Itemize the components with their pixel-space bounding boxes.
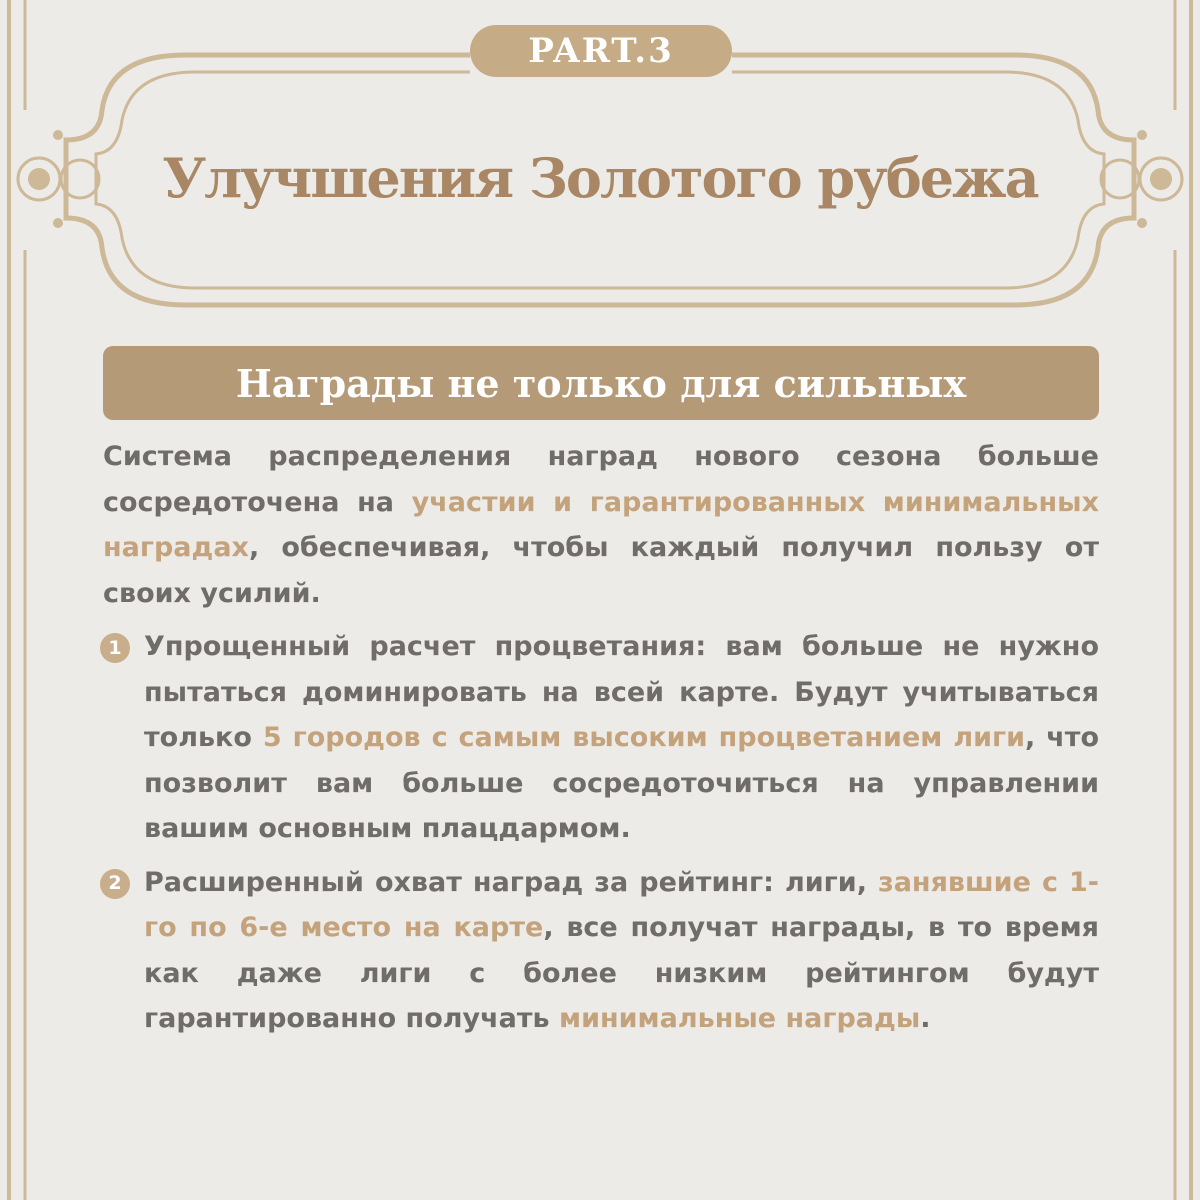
section-heading: Награды не только для сильных — [103, 346, 1099, 420]
item-text: Упрощенный расчет процветания: вам больше не нужно пытаться доминировать на всей карте. Будут учитываться только — [144, 631, 1099, 753]
item-text: , что позволит вам больше сосредоточиться на управлении вашим основным плацдармом. — [144, 722, 1099, 844]
item-text: , все получат награды, в то время как даже лиги с более низким рейтингом будут гарантированно получать — [144, 912, 1099, 1034]
number-badge: 2 — [100, 869, 130, 899]
item-text: Расширенный охват наград за рейтинг: лиги, — [144, 866, 879, 898]
item-highlight: минимальные награды — [559, 1003, 921, 1034]
intro-highlight: участии и гарантированных минимальных наградах — [103, 486, 1099, 563]
list-item — [103, 860, 1099, 1042]
part-badge: PART.3 — [470, 25, 732, 77]
number-badge: 1 — [100, 633, 130, 663]
item-highlight: 5 городов с самым высоким процветанием лиги — [262, 722, 1026, 753]
list-item — [103, 624, 1099, 852]
page-title: Улучшения Золотого рубежа — [162, 146, 1038, 210]
intro-text: Система распределения наград нового сезона больше сосредоточена на — [103, 441, 1099, 518]
intro-text: , обеспечивая, чтобы каждый получил пользу от своих усилий. — [103, 532, 1099, 609]
item-highlight: занявшие с 1-го по 6-е место на карте — [144, 866, 1100, 943]
content-body — [103, 434, 1099, 1042]
item-text: . — [920, 1003, 931, 1034]
intro-paragraph — [103, 434, 1099, 616]
